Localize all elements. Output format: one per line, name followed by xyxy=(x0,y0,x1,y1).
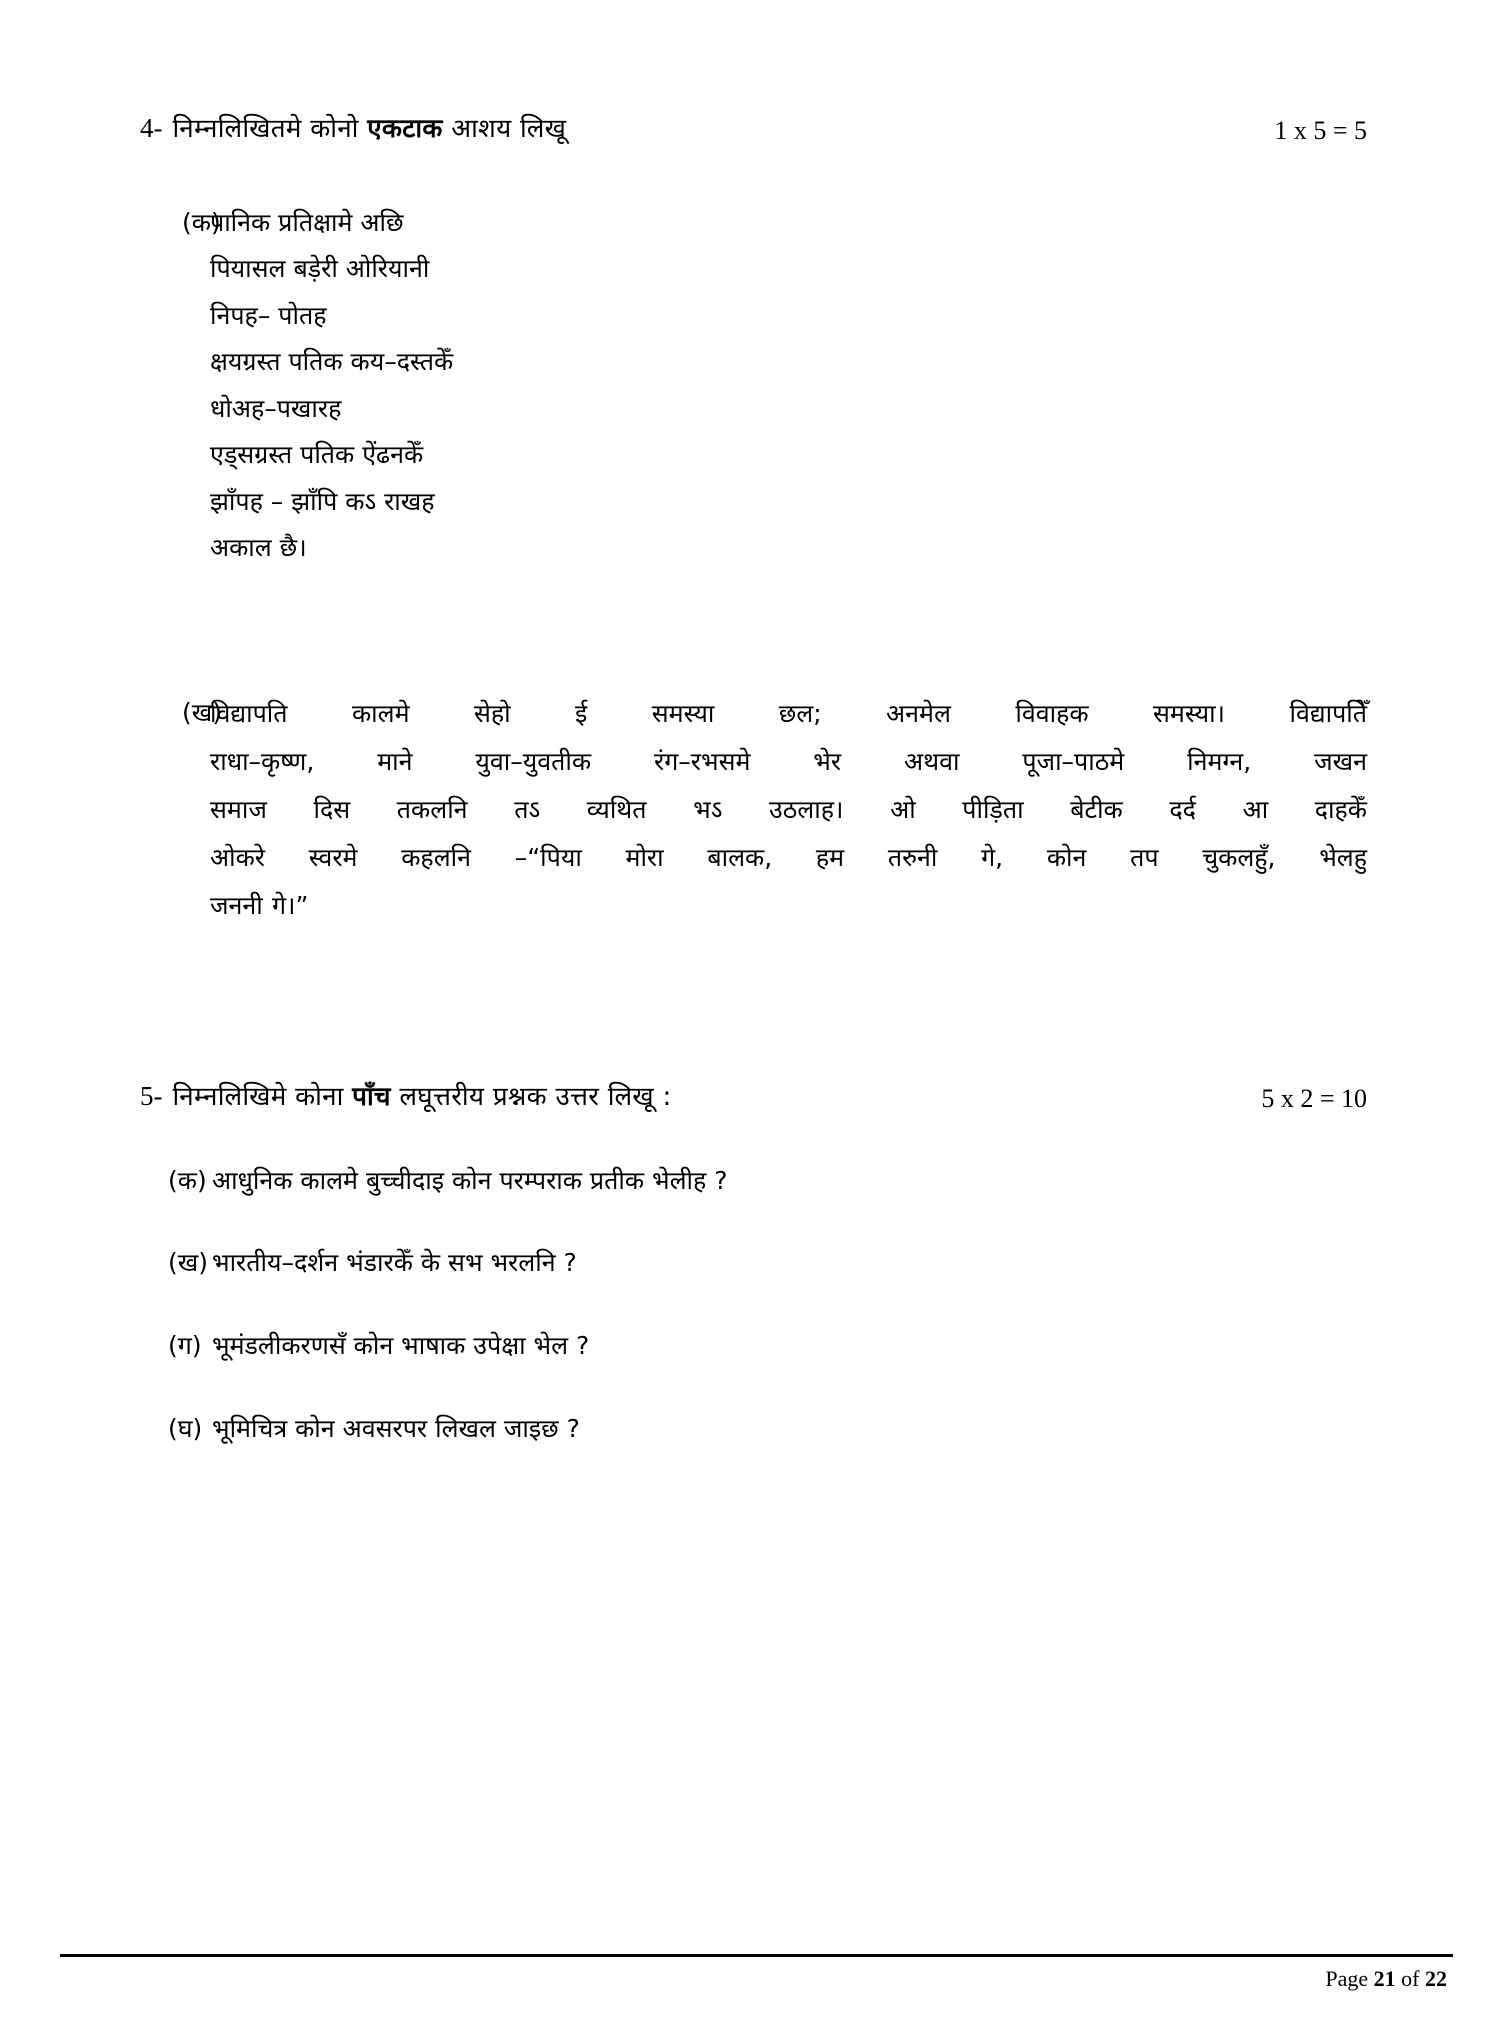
question-5-header-left xyxy=(140,1080,672,1115)
sub-item-text-gha: भूमिचित्र कोन अवसरपर लिखल जाइछ ? xyxy=(212,1413,580,1443)
sub-item-label-ka: (क) xyxy=(182,207,221,237)
poem-line: निपह– पोतह xyxy=(210,300,327,330)
poem-line: धोअह–पखारह xyxy=(210,393,342,423)
question-4-header xyxy=(140,112,1367,148)
question-4-header-left xyxy=(140,112,566,147)
sub-item-text-kha: भारतीय–दर्शन भंडारकेँ के सभ भरलनि ? xyxy=(212,1248,577,1278)
question-5-title-bold: पाँच xyxy=(352,1081,391,1112)
question-5-sub-item-ka xyxy=(140,1162,1367,1201)
question-4-sub-list xyxy=(140,200,1367,930)
question-4-sub-item-ka xyxy=(140,200,1367,572)
page-number-text xyxy=(60,1957,1453,1992)
question-5-block xyxy=(140,1080,1367,1449)
question-5-sub-list xyxy=(140,1162,1367,1449)
paragraph-line: राधा–कृष्ण, माने युवा–युवतीक रंग–रभसमे भेर अथवा पूजा–पाठमे निमग्न, जखन xyxy=(210,746,1367,776)
poem-line: क्षयग्रस्त पतिक कय–दस्तकेँ xyxy=(210,347,454,377)
question-4-title-post: आशय लिखू xyxy=(442,114,567,144)
paragraph-line: जननी गे।” xyxy=(210,890,309,920)
sub-item-label-ga: (ग) xyxy=(168,1331,202,1361)
question-5-header xyxy=(140,1080,1367,1116)
question-5-title xyxy=(173,1080,672,1115)
footer-current-page: 21 xyxy=(1373,1966,1396,1991)
question-4-sub-item-kha xyxy=(140,690,1367,930)
question-5-sub-item-gha xyxy=(140,1410,1367,1449)
spacer-between-questions xyxy=(140,930,1367,1080)
sub-item-label-kha: (ख) xyxy=(168,1248,208,1278)
footer-page-label: Page xyxy=(1325,1966,1369,1991)
paragraph-line: विद्यापति कालमे सेहो ई समस्या छल; अनमेल विवाहक समस्या। विद्यापतिेँ xyxy=(210,698,1367,728)
question-5-number: 5- xyxy=(140,1080,163,1111)
question-4-number: 4- xyxy=(140,113,163,143)
question-4-marks: 1 x 5 = 5 xyxy=(1274,116,1367,145)
question-5-title-pre: निम्नलिखिमे कोना xyxy=(172,1081,353,1112)
paragraph-line: समाज दिस तकलनि तऽ व्यथित भऽ उठलाह। ओ पीड़िता बेटीक दर्द आ दाहकेँ xyxy=(210,794,1367,824)
page-footer xyxy=(60,1954,1453,1992)
question-4-paragraph xyxy=(202,690,1367,930)
question-4-title-bold: एकटाक xyxy=(367,114,443,144)
sub-item-label-ka: (क) xyxy=(168,1165,207,1195)
sub-item-label-gha: (घ) xyxy=(168,1413,203,1443)
poem-line: पियासल बड़ेरी ओरियानी xyxy=(210,254,430,284)
question-4-title-pre: निम्नलिखितमे कोनो xyxy=(172,114,368,144)
question-5-sub-item-ga xyxy=(140,1327,1367,1366)
question-5-marks: 5 x 2 = 10 xyxy=(1261,1083,1367,1113)
poem-line: पानिक प्रतिक्षामे अछि xyxy=(210,207,404,237)
question-4-title xyxy=(173,112,567,147)
spacer xyxy=(140,572,1367,690)
question-4-block xyxy=(140,112,1367,930)
sub-item-body-ka xyxy=(202,200,1367,572)
poem-line: झाँपह – झाँपि कऽ राखह xyxy=(210,486,435,516)
paragraph-line: ओकरे स्वरमे कहलनि –“पिया मोरा बालक, हम तरुनी गे, कोन तप चुकलहुँ, भेलहु xyxy=(210,842,1367,872)
sub-item-label-kha: (ख) xyxy=(182,697,222,727)
sub-item-body-kha xyxy=(202,690,1367,930)
question-5-title-post: लघूत्तरीय प्रश्नक उत्तर लिखू : xyxy=(390,1081,672,1112)
poem-line: एड्सग्रस्त पतिक ऐंढनकेँ xyxy=(210,440,424,470)
footer-total-pages: 22 xyxy=(1425,1966,1447,1991)
poem-line: अकाल छै। xyxy=(210,533,307,563)
sub-item-text-ga: भूमंडलीकरणसँ कोन भाषाक उपेक्षा भेल ? xyxy=(212,1331,590,1361)
question-5-sub-item-kha xyxy=(140,1244,1367,1283)
sub-item-text-ka: आधुनिक कालमे बुच्चीदाइ कोन परम्पराक प्रतीक भेलीह ? xyxy=(212,1165,728,1195)
footer-of-label: of xyxy=(1401,1966,1420,1991)
